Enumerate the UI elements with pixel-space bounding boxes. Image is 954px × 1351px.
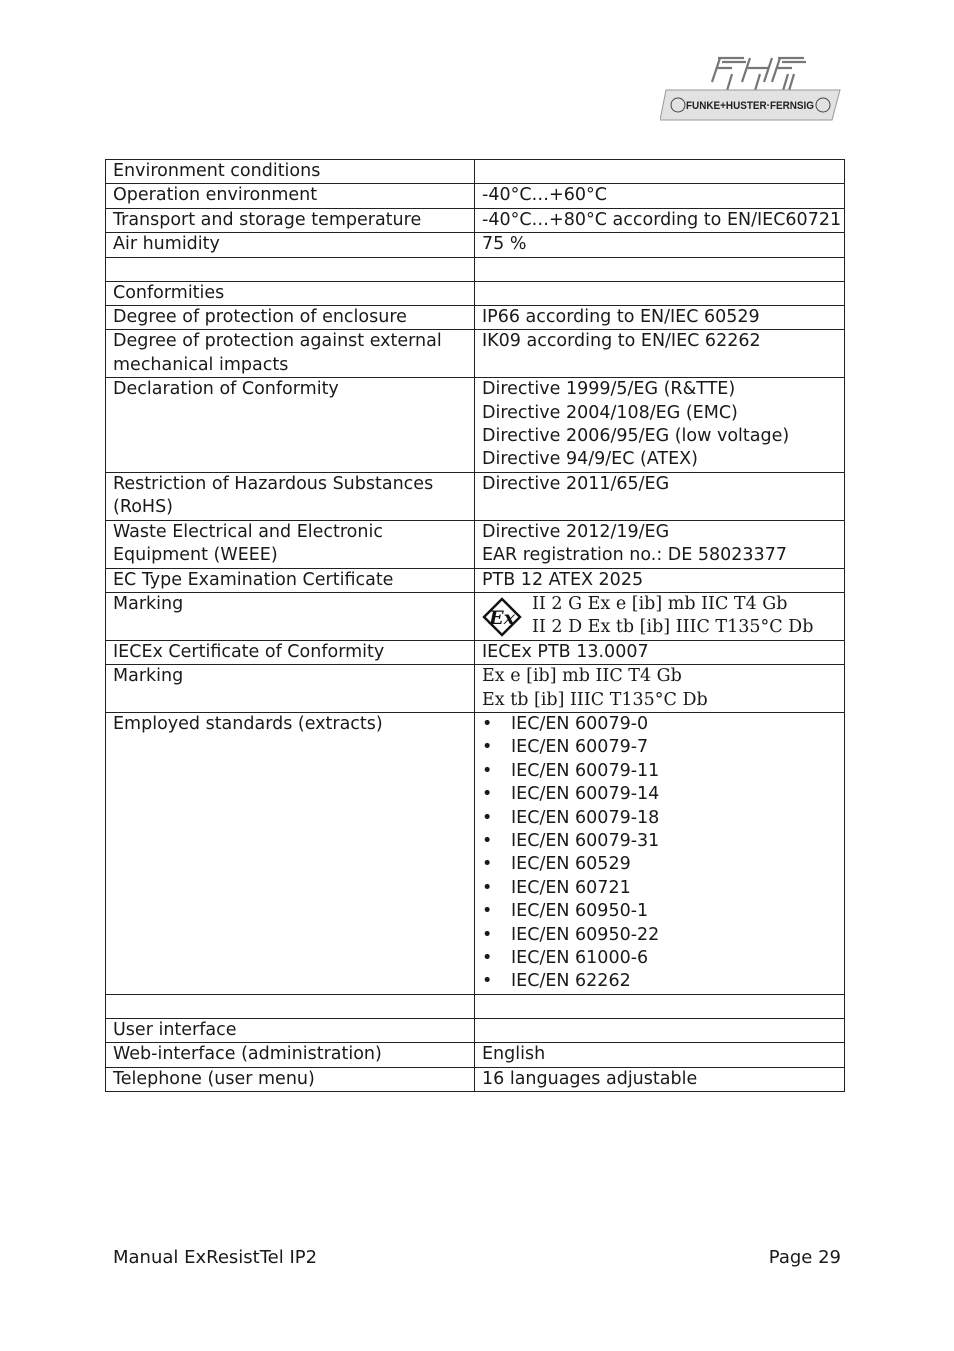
table-row xyxy=(106,281,845,305)
table-row xyxy=(106,330,845,378)
value-line: Directive 2004/108/EG (EMC) xyxy=(482,402,738,423)
value-line: 75 % xyxy=(482,234,527,255)
row-label: Declaration of Conformity xyxy=(106,378,475,473)
value-line: -40°C…+60°C xyxy=(482,185,607,206)
list-item: • IEC/EN 60721 xyxy=(482,877,837,900)
table-row xyxy=(106,472,845,520)
list-item: • IEC/EN 60950-1 xyxy=(482,900,837,923)
table-row xyxy=(106,665,845,713)
row-label xyxy=(106,257,475,281)
list-item: • IEC/EN 60079-18 xyxy=(482,807,837,830)
table-row xyxy=(106,640,845,664)
row-label: Air humidity xyxy=(106,233,475,257)
value-line: Directive 1999/5/EG (R&TTE) xyxy=(482,379,736,400)
row-label: Telephone (user menu) xyxy=(106,1067,475,1091)
value-line: -40°C…+80°C according to EN/IEC60721 xyxy=(482,209,842,230)
row-label: IECEx Certificate of Conformity xyxy=(106,640,475,664)
row-value xyxy=(475,472,845,520)
row-label: Marking xyxy=(106,592,475,640)
logo-text: FUNKE+HUSTER·FERNSIG xyxy=(686,100,814,112)
value-line: EAR registration no.: DE 58023377 xyxy=(482,545,787,566)
row-label xyxy=(106,994,475,1018)
value-line: PTB 12 ATEX 2025 xyxy=(482,569,644,590)
marking-line: II 2 D Ex tb [ib] IIIC T135°C Db xyxy=(532,617,814,638)
value-line: Directive 2006/95/EG (low voltage) xyxy=(482,426,790,447)
table-row xyxy=(106,1018,845,1042)
row-label: EC Type Examination Certificate xyxy=(106,568,475,592)
row-label: Degree of protection of enclosure xyxy=(106,306,475,330)
row-value xyxy=(475,233,845,257)
table-row xyxy=(106,184,845,208)
row-label: Environment conditions xyxy=(106,160,475,184)
table-row xyxy=(106,1067,845,1091)
row-value xyxy=(475,330,845,378)
row-value xyxy=(475,665,845,713)
value-line: English xyxy=(482,1044,546,1065)
row-value xyxy=(475,1043,845,1067)
value-line: Ex tb [ib] IIIC T135°C Db xyxy=(482,689,708,710)
row-value xyxy=(475,994,845,1018)
specifications-table xyxy=(105,159,845,1092)
row-value xyxy=(475,592,845,640)
list-item: • IEC/EN 60079-14 xyxy=(482,783,837,806)
table-row xyxy=(106,712,845,994)
footer-page-number: Page 29 xyxy=(768,1247,841,1268)
value-line: Directive 2011/65/EG xyxy=(482,473,670,494)
row-label: Waste Electrical and Electronic Equipment (WEEE) xyxy=(106,520,475,568)
table-row xyxy=(106,378,845,473)
value-line: Ex e [ib] mb IIC T4 Gb xyxy=(482,666,682,687)
value-line: Directive 2012/19/EG xyxy=(482,521,670,542)
table-row xyxy=(106,306,845,330)
table-row xyxy=(106,994,845,1018)
atex-ex-icon xyxy=(482,597,522,637)
table-row xyxy=(106,520,845,568)
list-item: • IEC/EN 60079-11 xyxy=(482,760,837,783)
row-value xyxy=(475,640,845,664)
row-value xyxy=(475,184,845,208)
list-item: • IEC/EN 60079-31 xyxy=(482,830,837,853)
row-label: Operation environment xyxy=(106,184,475,208)
row-value xyxy=(475,281,845,305)
table-row xyxy=(106,160,845,184)
row-value xyxy=(475,257,845,281)
table-row xyxy=(106,257,845,281)
list-item: • IEC/EN 60950-22 xyxy=(482,924,837,947)
row-value xyxy=(475,712,845,994)
row-value xyxy=(475,160,845,184)
row-label: User interface xyxy=(106,1018,475,1042)
value-line: IK09 according to EN/IEC 62262 xyxy=(482,331,761,352)
standards-list xyxy=(482,713,837,994)
row-label: Marking xyxy=(106,665,475,713)
list-item: • IEC/EN 61000-6 xyxy=(482,947,837,970)
table-row xyxy=(106,208,845,232)
row-label: Employed standards (extracts) xyxy=(106,712,475,994)
row-label: Web-interface (administration) xyxy=(106,1043,475,1067)
row-value xyxy=(475,520,845,568)
row-label: Degree of protection against external mechanical impacts xyxy=(106,330,475,378)
footer-manual-title: Manual ExResistTel IP2 xyxy=(113,1247,318,1268)
row-label: Restriction of Hazardous Substances (RoHS) xyxy=(106,472,475,520)
table-row xyxy=(106,233,845,257)
list-item: • IEC/EN 62262 xyxy=(482,970,837,993)
value-line: IECEx PTB 13.0007 xyxy=(482,641,649,662)
table-row xyxy=(106,568,845,592)
value-line: 16 languages adjustable xyxy=(482,1068,698,1089)
row-value xyxy=(475,378,845,473)
list-item: • IEC/EN 60079-0 xyxy=(482,713,837,736)
row-value xyxy=(475,208,845,232)
row-value xyxy=(475,568,845,592)
row-value xyxy=(475,1018,845,1042)
value-line: Directive 94/9/EC (ATEX) xyxy=(482,449,698,470)
row-label: Conformities xyxy=(106,281,475,305)
row-value xyxy=(475,306,845,330)
list-item: • IEC/EN 60079-7 xyxy=(482,736,837,759)
table-row xyxy=(106,592,845,640)
row-value xyxy=(475,1067,845,1091)
table-row xyxy=(106,1043,845,1067)
list-item: • IEC/EN 60529 xyxy=(482,853,837,876)
marking-line: II 2 G Ex e [ib] mb IIC T4 Gb xyxy=(532,593,788,614)
value-line: IP66 according to EN/IEC 60529 xyxy=(482,307,760,328)
svg-text:Ex: Ex xyxy=(489,606,515,629)
row-label: Transport and storage temperature xyxy=(106,208,475,232)
fhf-logo xyxy=(660,54,842,122)
